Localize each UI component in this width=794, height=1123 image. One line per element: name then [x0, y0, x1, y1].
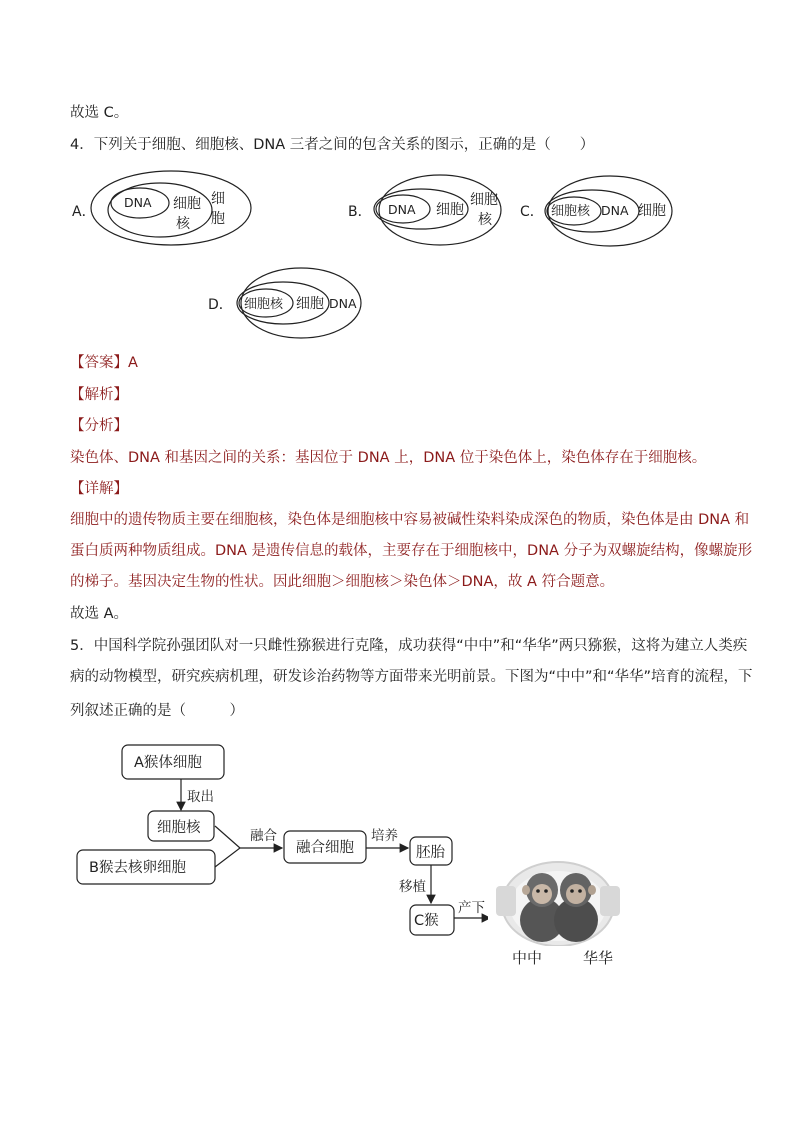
detail-heading: 【详解】: [70, 481, 128, 497]
fenxi-heading: 【分析】: [70, 418, 128, 434]
option-a-middle-text-1: 细胞: [173, 196, 201, 212]
question-4-options-diagram: [0, 165, 794, 345]
option-d-outer-text: DNA: [329, 296, 357, 311]
option-b-outer-text-1: 细胞: [470, 192, 498, 208]
option-c-inner-text: 细胞核: [551, 204, 591, 219]
merge-bracket: [215, 826, 240, 867]
option-a-outer-text-1: 细: [211, 191, 225, 207]
option-c-label: C．: [520, 204, 544, 220]
question-4-conclusion: 故选 A。: [70, 606, 129, 622]
give-birth-label: 产下: [458, 900, 485, 916]
question-5-stem-line-3: 列叙述正确的是（ ）: [70, 703, 244, 719]
option-a-outer-ellipse: [91, 171, 251, 245]
question-5-stem-line-2: 病的动物模型，研究疾病机理，研发诊治药物等方面带来光明前景。下图为“中中”和“华华”培育的流程，下: [70, 669, 753, 685]
option-b-label: B．: [348, 204, 372, 220]
option-a-outer-text-2: 胞: [211, 211, 225, 227]
box-b-text: B猴去核卵细胞: [89, 860, 186, 876]
monkey-name-huahua: 华华: [583, 949, 614, 967]
detail-line-1: 细胞中的遗传物质主要在细胞核，染色体是细胞核中容易被碱性染料染成深色的物质，染色体是由 DNA 和: [70, 512, 750, 528]
previous-conclusion: 故选 C。: [70, 105, 129, 121]
analysis-heading: 【解析】: [70, 387, 128, 403]
box-c-text: C猴: [414, 913, 439, 929]
take-out-label: 取出: [187, 789, 214, 805]
embryo-text: 胚胎: [416, 845, 445, 861]
question-5-stem-line-1: 5．中国科学院孙强团队对一只雌性猕猴进行克隆，成功获得“中中”和“华华”两只猕猴，这将为建立人类疾: [70, 638, 748, 654]
fenxi-text: 染色体、DNA 和基因之间的关系：基因位于 DNA 上，DNA 位于染色体上，染色体存在于细胞核。: [70, 450, 707, 466]
option-b-inner-text: DNA: [388, 202, 416, 217]
detail-line-3: 的梯子。基因决定生物的性状。因此细胞＞细胞核＞染色体＞DNA，故 A 符合题意。: [70, 574, 615, 590]
fused-cell-text: 融合细胞: [296, 840, 354, 856]
culture-label: 培养: [371, 828, 398, 844]
detail-line-2: 蛋白质两种物质组成。DNA 是遗传信息的载体，主要存在于细胞核中，DNA 分子为双螺旋结构，像螺旋形: [70, 543, 753, 559]
cloned-monkeys-photo: [488, 856, 628, 946]
option-d-inner-text: 细胞核: [244, 297, 284, 312]
option-a-inner-text: DNA: [124, 195, 152, 210]
option-c-outer-text: 细胞: [638, 203, 666, 219]
option-b-outer-text-2: 核: [478, 212, 492, 228]
answer: 【答案】A: [70, 355, 138, 371]
option-a-label: A．: [72, 204, 96, 220]
nucleus-text: 细胞核: [157, 820, 201, 836]
option-b-middle-text: 细胞: [436, 202, 464, 218]
monkey-name-zhongzhong: 中中: [512, 949, 543, 967]
option-c-middle-text: DNA: [601, 203, 629, 218]
option-d-label: D．: [208, 297, 233, 313]
option-a-middle-text-2: 核: [176, 216, 190, 232]
transplant-label: 移植: [399, 879, 426, 895]
box-a-text: A猴体细胞: [134, 755, 202, 771]
cloning-flow-diagram: [0, 735, 794, 975]
question-4-stem: 4．下列关于细胞、细胞核、DNA 三者之间的包含关系的图示，正确的是（ ）: [70, 137, 595, 153]
option-d-middle-text: 细胞: [296, 296, 324, 312]
fuse-label: 融合: [250, 828, 277, 844]
